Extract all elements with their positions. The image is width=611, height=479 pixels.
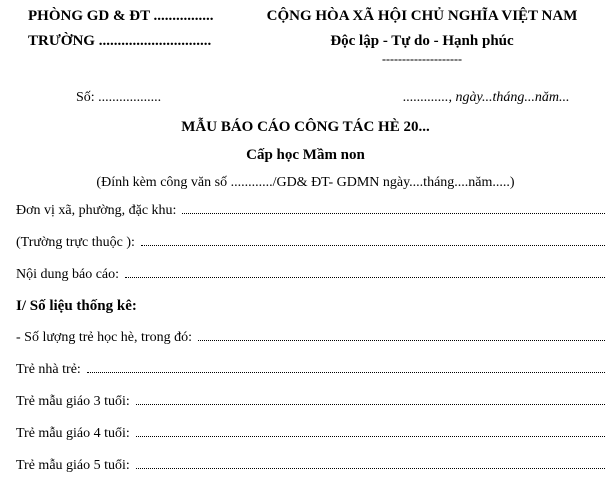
stat-row-age5	[16, 458, 605, 474]
department-label: PHÒNG GD & ĐT ................	[28, 8, 214, 24]
national-motto: Độc lập - Tự do - Hạnh phúc	[330, 33, 514, 49]
field-unit	[16, 203, 605, 219]
stat-age4-dots	[136, 426, 605, 437]
field-unit-label: Đơn vị xã, phường, đặc khu:	[16, 203, 177, 218]
report-title: MẪU BÁO CÁO CÔNG TÁC HÈ 20...	[181, 119, 430, 135]
stat-row-total	[16, 330, 605, 346]
field-content-label: Nội dung báo cáo:	[16, 267, 120, 282]
stat-row-age4	[16, 426, 605, 442]
field-school-dots	[141, 235, 605, 246]
document-date: ............., ngày...tháng...năm...	[403, 90, 570, 105]
motto-underline: --------------------	[382, 52, 462, 66]
stat-total-label: - Số lượng trẻ học hè, trong đó:	[16, 330, 192, 345]
report-attachment-note: (Đính kèm công văn số ............/GD& ĐT- GDMN ngày....tháng....năm.....)	[96, 175, 515, 190]
stat-age4-label: Trẻ mẫu giáo 4 tuổi:	[16, 426, 130, 441]
field-school	[16, 235, 605, 251]
field-content	[16, 267, 605, 283]
stat-nursery-dots	[87, 362, 605, 373]
document-number: Số: ..................	[76, 90, 162, 105]
stat-age3-dots	[136, 394, 605, 405]
field-school-label: (Trường trực thuộc ):	[16, 235, 135, 250]
section-title: I/ Số liệu thống kê:	[16, 298, 137, 314]
field-unit-dots	[182, 203, 605, 214]
stat-age5-dots	[136, 458, 605, 469]
national-title: CỘNG HÒA XÃ HỘI CHỦ NGHĨA VIỆT NAM	[266, 8, 578, 24]
stat-row-age3	[16, 394, 605, 410]
stat-row-nursery	[16, 362, 605, 378]
school-label: TRƯỜNG ..............................	[28, 33, 212, 49]
report-subtitle: Cấp học Mầm non	[246, 147, 365, 163]
stat-nursery-label: Trẻ nhà trẻ:	[16, 362, 81, 377]
stat-age3-label: Trẻ mẫu giáo 3 tuổi:	[16, 394, 130, 409]
field-content-dots	[125, 267, 605, 278]
stat-age5-label: Trẻ mẫu giáo 5 tuổi:	[16, 458, 130, 473]
stat-total-dots	[198, 330, 605, 341]
